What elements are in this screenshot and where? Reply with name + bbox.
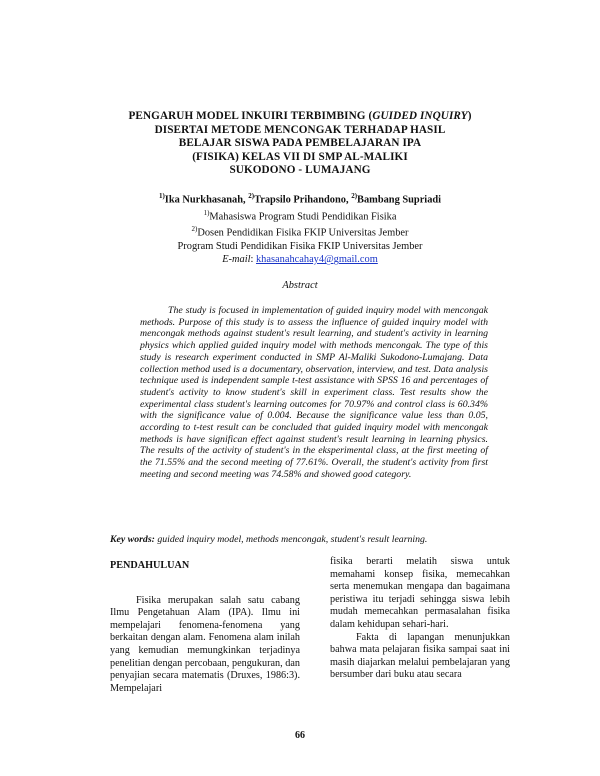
right-column <box>330 556 510 682</box>
paper-title <box>100 110 500 178</box>
abstract-heading: Abstract <box>282 280 318 291</box>
keywords <box>110 534 510 546</box>
left-column <box>110 560 300 695</box>
section-heading: PENDAHULUAN <box>110 560 190 571</box>
author-2: Trapsilo Prihandono, <box>254 194 352 206</box>
title-line-4: (FISIKA) KELAS VII DI SMP AL-MALIKI <box>192 150 408 163</box>
title-italic-term: GUIDED INQUIRY <box>372 110 468 122</box>
left-paragraph: Fisika merupakan salah satu cabang Ilmu Pengetahuan Alam (IPA). Ilmu ini mempelajari fenomena-fenomena yang berkaitan dengan alam. Fenomena alam inilah yang kemudian memungkinkan terjadinya penelitian dengan percobaan, pengukuran, dan penyajian secara matematis (Druxes, 1986:3). Mempelajari <box>110 594 300 694</box>
affiliation-2: $^{2)}$Dosen Pendidikan Fisika FKIP Universitas Jember <box>191 225 409 239</box>
author-block <box>100 190 500 266</box>
affiliation-3: Program Studi Pendidikan Fisika FKIP Universitas Jember <box>177 241 423 253</box>
keywords-label: Key words: <box>110 534 155 545</box>
right-paragraph-1: fisika berarti melatih siswa untuk memahami konsep fisika, memecahkan serta menemukan mengapa dan bagaimana peristiwa itu terjadi sehingga siswa lebih mudah memecahkan permasalahan fisika dalam kehidupan sehari-hari. <box>330 556 510 630</box>
author-3: Bambang Supriadi <box>357 194 442 206</box>
right-paragraph-2: Fakta di lapangan menunjukkan bahwa mata pelajaran fisika sampai saat ini masih diajarkan melalui pembelajaran yang bersumber dari buku atau secara <box>330 631 510 681</box>
page-number: 66 <box>295 730 305 741</box>
title-line-1: PENGARUH MODEL INKUIRI TERBIMBING (GUIDED INQUIRY) <box>128 110 472 122</box>
author-1: Ika Nurkhasanah, <box>164 194 249 206</box>
title-line-2: DISERTAI METODE MENCONGAK TERHADAP HASIL <box>154 123 446 136</box>
email-link[interactable]: khasanahcahay4@gmail.com <box>255 254 378 266</box>
title-line-3: BELAJAR SISWA PADA PEMBELAJARAN IPA <box>178 137 422 150</box>
title-line-5: SUKODONO - LUMAJANG <box>229 164 371 177</box>
author-names: $^{1)}$Ika Nurkhasanah, $^{2)}$Trapsilo Prihandono, $^{2)}$Bambang Supriadi <box>158 192 442 206</box>
abstract-text: The study is focused in implementation of guided inquiry model with mencongak methods. Purpose of this study is to assess the influence of guided inquiry model with mencongak methods against student's result learning, and student's activity in learning physics which applied guided inquiry model with methods mencongak. The type of this study is research experiment conducted in SMP Al-Maliki Sukodono-Lumajang. Data collection method used is a documentary, observation, interview, and test. Data analysis technique used is independent sample t-test assistance with SPSS 16 and percentages of student's activity to know student's skill in experiment class. Test results show the experimental class student's learning outcomes for 70.97% and control class is 60.34% with the significance value of 0.004. Because the significance value less than 0.05, according to t-test result can be concluded that guided inquiry model with mencongak methods is have significan effect against student's result learning in learning physics. The results of the activity of student's in the eksperimental class, at the first meeting of the 71.55% and the second meeting of 77.61%. Overall, the student's activity from first meeting and second meeting was 74.58% and showed good category. <box>140 305 488 480</box>
affiliation-1: $^{1)}$Mahasiswa Program Studi Pendidikan Fisika <box>203 208 397 223</box>
email-line: E-mail: khasanahcahay4@gmail.com <box>222 254 378 266</box>
keywords-text: guided inquiry model, methods mencongak, student's result learning. <box>154 534 428 545</box>
